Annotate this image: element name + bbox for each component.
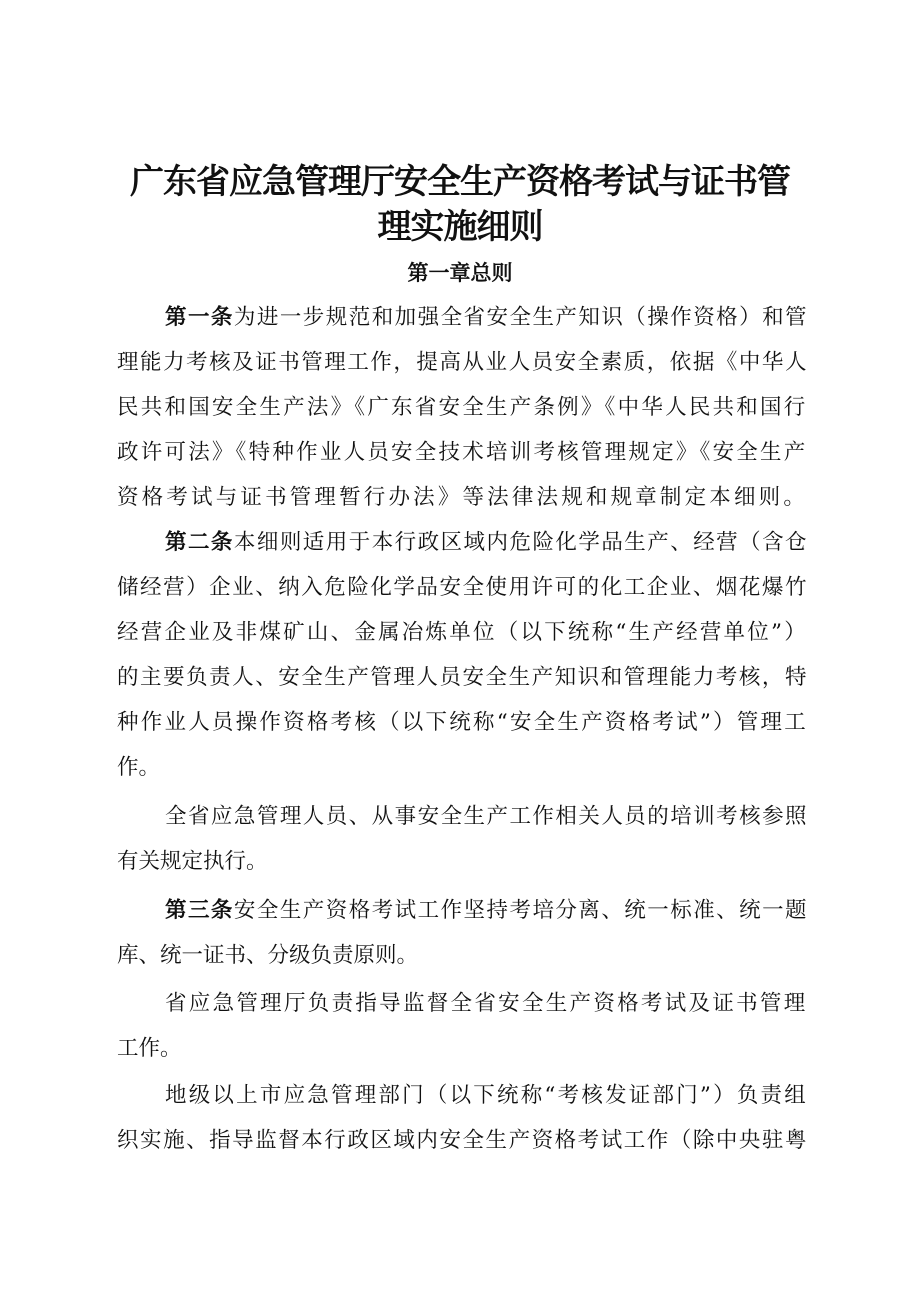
article-1-line: 理能力考核及证书管理工作，提高从业人员安全素质，依据《中华人	[117, 350, 809, 375]
article-2-line: 经营企业及非煤矿山、金属冶炼单位（以下统称“生产经营单位”）	[117, 620, 808, 645]
document-title-line-2: 理实施细则	[377, 207, 543, 247]
article-1-line: 政许可法》《特种作业人员安全技术培训考核管理规定》《安全生产	[117, 440, 808, 465]
article-2-text: 本细则适用于本行政区域内危险化学品生产、经营（含仓	[233, 530, 809, 555]
article-2-line: 种作业人员操作资格考核（以下统称“安全生产资格考试”）管理工	[117, 710, 808, 735]
article-1-line: 民共和国安全生产法》《广东省安全生产条例》《中华人民共和国行	[117, 395, 808, 420]
article-3-label: 第三条	[165, 898, 234, 923]
paragraph-line: 全省应急管理人员、从事安全生产工作相关人员的培训考核参照	[165, 804, 809, 829]
article-2-line: 储经营）企业、纳入危险化学品安全使用许可的化工企业、烟花爆竹	[117, 575, 809, 600]
document-title-line-1: 广东省应急管理厅安全生产资格考试与证书管	[130, 162, 790, 202]
article-2-line: 作。	[117, 755, 161, 780]
article-3-line	[165, 896, 808, 926]
article-1-label: 第一条	[165, 305, 234, 330]
article-1-text: 为进一步规范和加强全省安全生产知识（操作资格）和管	[233, 305, 809, 330]
article-3-line: 库、统一证书、分级负责原则。	[117, 943, 419, 968]
article-1-line: 资格考试与证书管理暂行办法》等法律法规和规章制定本细则。	[117, 485, 809, 510]
paragraph-line: 织实施、指导监督本行政区域内安全生产资格考试工作（除中央驻粤	[117, 1128, 809, 1153]
article-2-line: 的主要负责人、安全生产管理人员安全生产知识和管理能力考核，特	[117, 665, 809, 690]
article-3-text: 安全生产资格考试工作坚持考培分离、统一标准、统一题	[233, 898, 809, 923]
article-2-line	[165, 528, 808, 558]
paragraph-line: 工作。	[117, 1036, 182, 1061]
paragraph-line: 有关规定执行。	[117, 849, 268, 874]
article-2-label: 第二条	[165, 530, 234, 555]
paragraph-line: 省应急管理厅负责指导监督全省安全生产资格考试及证书管理	[165, 991, 808, 1016]
paragraph-line: 地级以上市应急管理部门（以下统称“考核发证部门”）负责组	[165, 1083, 808, 1108]
article-1-line	[165, 303, 808, 333]
chapter-heading: 第一章总则	[407, 261, 513, 285]
